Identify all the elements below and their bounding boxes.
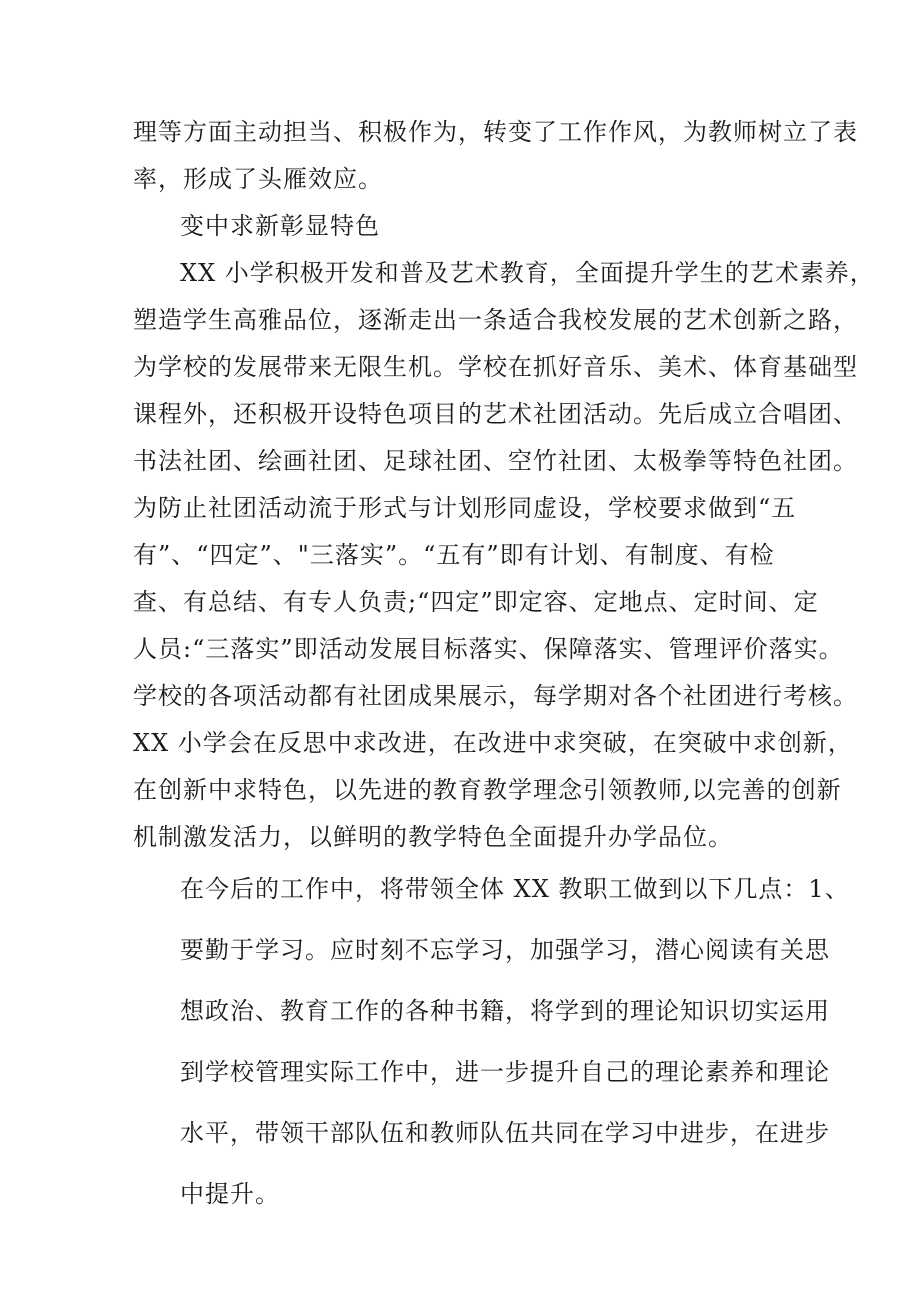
body-line: 有”、“四定”、"三落实”。“五有”即有计划、有制度、有检 (133, 541, 775, 569)
body-line: 为学校的发展带来无限生机。学校在抓好音乐、美术、体育基础型 (133, 353, 858, 381)
body-line: 机制激发活力，以鲜明的教学特色全面提升办学品位。 (133, 823, 733, 851)
body-line: 在创新中求特色，以先进的教育教学理念引领教师,以完善的创新 (133, 776, 842, 804)
body-line: 人员:“三落实”即活动发展目标落实、保障落实、管理评价落实。 (133, 635, 844, 663)
plan-line: 到学校管理实际工作中，进一步提升自己的理论素养和理论 (180, 1058, 830, 1086)
intro-line: 理等方面主动担当、积极作为，转变了工作作风，为教师树立了表 (133, 118, 858, 146)
plan-line: 在今后的工作中，将带领全体 XX 教职工做到以下几点：1、 (180, 875, 850, 903)
plan-line: 想政治、教育工作的各种书籍，将学到的理论知识切实运用 (180, 997, 830, 1025)
body-line: 课程外，还积极开设特色项目的艺术社团活动。先后成立合唱团、 (133, 400, 858, 428)
plan-line: 中提升。 (180, 1180, 280, 1208)
body-line: 查、有总结、有专人负责;“四定”即定容、定地点、定时间、定 (133, 588, 819, 616)
body-line: 为防止社团活动流于形式与计划形同虚设，学校要求做到“五 (133, 494, 797, 522)
section-heading: 变中求新彰显特色 (180, 212, 380, 240)
body-line: XX 小学积极开发和普及艺术教育，全面提升学生的艺术素养， (180, 259, 875, 287)
body-line: 书法社团、绘画社团、足球社团、空竹社团、太极拳等特色社团。 (133, 447, 858, 475)
plan-line: 要勤于学习。应时刻不忘学习，加强学习，潜心阅读有关思 (180, 936, 830, 964)
plan-line: 水平，带领干部队伍和教师队伍共同在学习中进步，在进步 (180, 1119, 830, 1147)
body-line: XX 小学会在反思中求改进，在改进中求突破，在突破中求创新， (133, 729, 853, 757)
body-line: 塑造学生高雅品位，逐渐走出一条适合我校发展的艺术创新之路， (133, 306, 858, 334)
intro-line: 率，形成了头雁效应。 (133, 165, 383, 193)
body-line: 学校的各项活动都有社团成果展示，每学期对各个社团进行考核。 (133, 682, 858, 710)
